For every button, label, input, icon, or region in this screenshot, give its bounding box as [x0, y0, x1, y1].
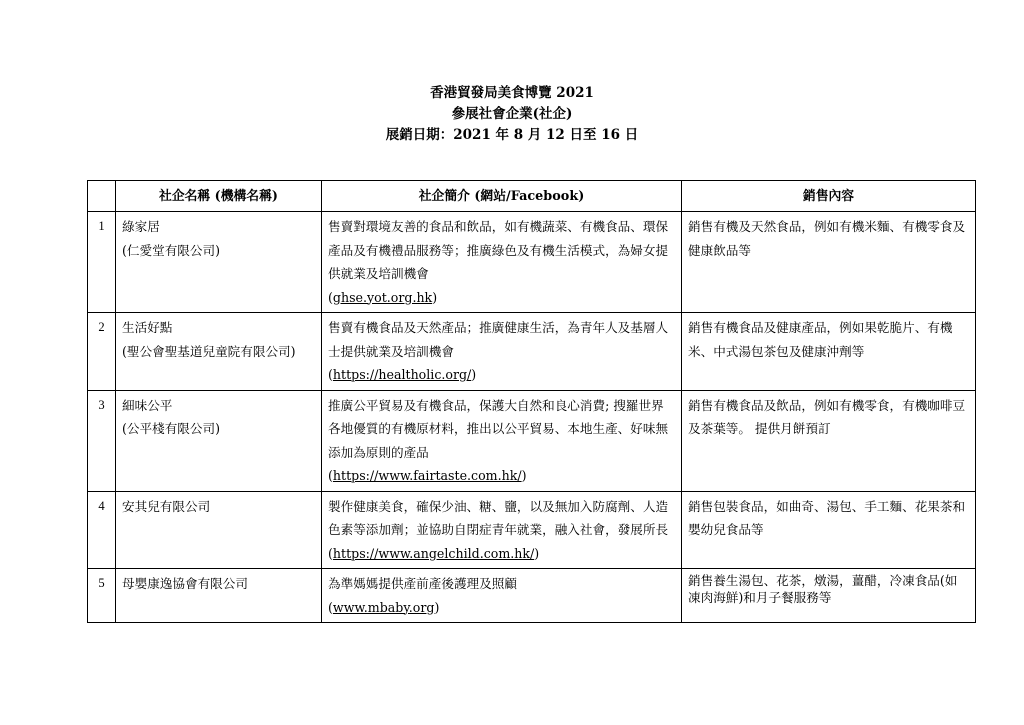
website-line — [328, 596, 675, 620]
website-link[interactable]: https://www.angelchild.com.hk/ — [332, 545, 535, 561]
exhibition-dates: 展銷日期：2021 年 8 月 12 日至 16 日 — [385, 127, 639, 143]
enterprise-name-cell — [116, 390, 322, 491]
paren-open: ( — [328, 289, 333, 305]
column-header-sales: 銷售內容 — [682, 181, 976, 212]
sales-content: 銷售包裝食品，如曲奇、湯包、手工麵、花果茶和嬰幼兒食品等 — [682, 491, 976, 569]
social-enterprise-table — [87, 180, 976, 623]
website-line — [328, 363, 675, 387]
enterprise-intro: 售賣有機食品及天然產品；推廣健康生活，為青年人及基層人士提供就業及培訓機會 — [328, 320, 669, 359]
paren-close: ) — [521, 468, 527, 483]
sales-content: 銷售有機及天然食品，例如有機米麵、有機零食及健康飲品等 — [682, 212, 976, 313]
organization-name: (聖公會聖基道兒童院有限公司) — [122, 343, 296, 359]
enterprise-name: 安其兒有限公司 — [122, 498, 211, 514]
website-link[interactable]: www.mbaby.org — [332, 599, 435, 615]
row-number: 3 — [88, 390, 116, 491]
enterprise-intro-cell — [322, 212, 682, 313]
sales-content: 銷售有機食品及飲品，例如有機零食，有機咖啡豆及茶葉等。 提供月餅預訂 — [682, 390, 976, 491]
enterprise-name: 生活好點 — [122, 320, 173, 335]
paren-close: ) — [471, 367, 477, 382]
row-number: 1 — [88, 212, 116, 313]
column-header-intro: 社企簡介 (網站/Facebook) — [322, 181, 682, 212]
document-header — [0, 83, 1024, 146]
paren-close: ) — [432, 289, 438, 305]
enterprise-name-cell — [116, 491, 322, 569]
table-row — [88, 569, 976, 623]
enterprise-name: 綠家居 — [122, 219, 160, 234]
sales-content: 銷售養生湯包、花茶，燉湯，薑醋，冷凍食品(如凍肉海鮮)和月子餐服務等 — [682, 569, 976, 623]
website-line — [328, 542, 675, 566]
enterprise-intro-cell — [322, 491, 682, 569]
paren-close: ) — [434, 599, 440, 615]
row-number: 2 — [88, 313, 116, 391]
enterprise-intro: 製作健康美食，確保少油、糖、鹽，以及無加入防腐劑、人造色素等添加劑；並協助自閉症青年就業，融入社會，發展所長 — [328, 498, 669, 537]
enterprise-name-cell — [116, 313, 322, 391]
website-link[interactable]: ghse.yot.org.hk — [332, 289, 433, 305]
paren-open: ( — [328, 367, 333, 382]
enterprise-intro-cell — [322, 313, 682, 391]
table-header-row — [88, 181, 976, 212]
enterprise-intro-cell — [322, 390, 682, 491]
column-header-number — [88, 181, 116, 212]
website-line — [328, 464, 675, 488]
event-title: 香港貿發局美食博覽 2021 — [430, 85, 594, 101]
paren-open: ( — [328, 599, 333, 615]
row-number: 5 — [88, 569, 116, 623]
paren-close: ) — [534, 545, 540, 561]
organization-name: (仁愛堂有限公司) — [122, 242, 220, 258]
table-row — [88, 390, 976, 491]
paren-open: ( — [328, 468, 333, 483]
row-number: 4 — [88, 491, 116, 569]
table-row — [88, 491, 976, 569]
enterprise-intro-cell — [322, 569, 682, 623]
enterprise-intro: 售賣對環境友善的食品和飲品，如有機蔬菜、有機食品、環保產品及有機禮品服務等；推廣綠色及有機生活模式，為婦女提供就業及培訓機會 — [328, 219, 669, 281]
website-link[interactable]: https://www.fairtaste.com.hk/ — [332, 468, 522, 483]
enterprise-name: 細味公平 — [122, 397, 173, 413]
exhibitor-type-title: 參展社會企業(社企) — [451, 106, 573, 122]
enterprise-intro: 推廣公平貿易及有機食品，保護大自然和良心消費; 搜羅世界各地優質的有機原材料，推出以公平貿易、本地生產、好味無添加為原則的產品 — [328, 397, 669, 460]
enterprise-name: 母嬰康逸協會有限公司 — [122, 576, 248, 591]
organization-name: (公平棧有限公司) — [122, 421, 220, 436]
table-row — [88, 313, 976, 391]
enterprise-name-cell — [116, 212, 322, 313]
table-row — [88, 212, 976, 313]
column-header-name: 社企名稱 (機構名稱) — [116, 181, 322, 212]
website-line — [328, 286, 675, 310]
sales-content: 銷售有機食品及健康產品，例如果乾脆片、有機米、中式湯包茶包及健康沖劑等 — [682, 313, 976, 391]
paren-open: ( — [328, 545, 333, 561]
website-link[interactable]: https://healtholic.org/ — [332, 367, 472, 382]
enterprise-intro: 為準媽媽提供產前產後護理及照顧 — [328, 576, 517, 591]
enterprise-name-cell — [116, 569, 322, 623]
